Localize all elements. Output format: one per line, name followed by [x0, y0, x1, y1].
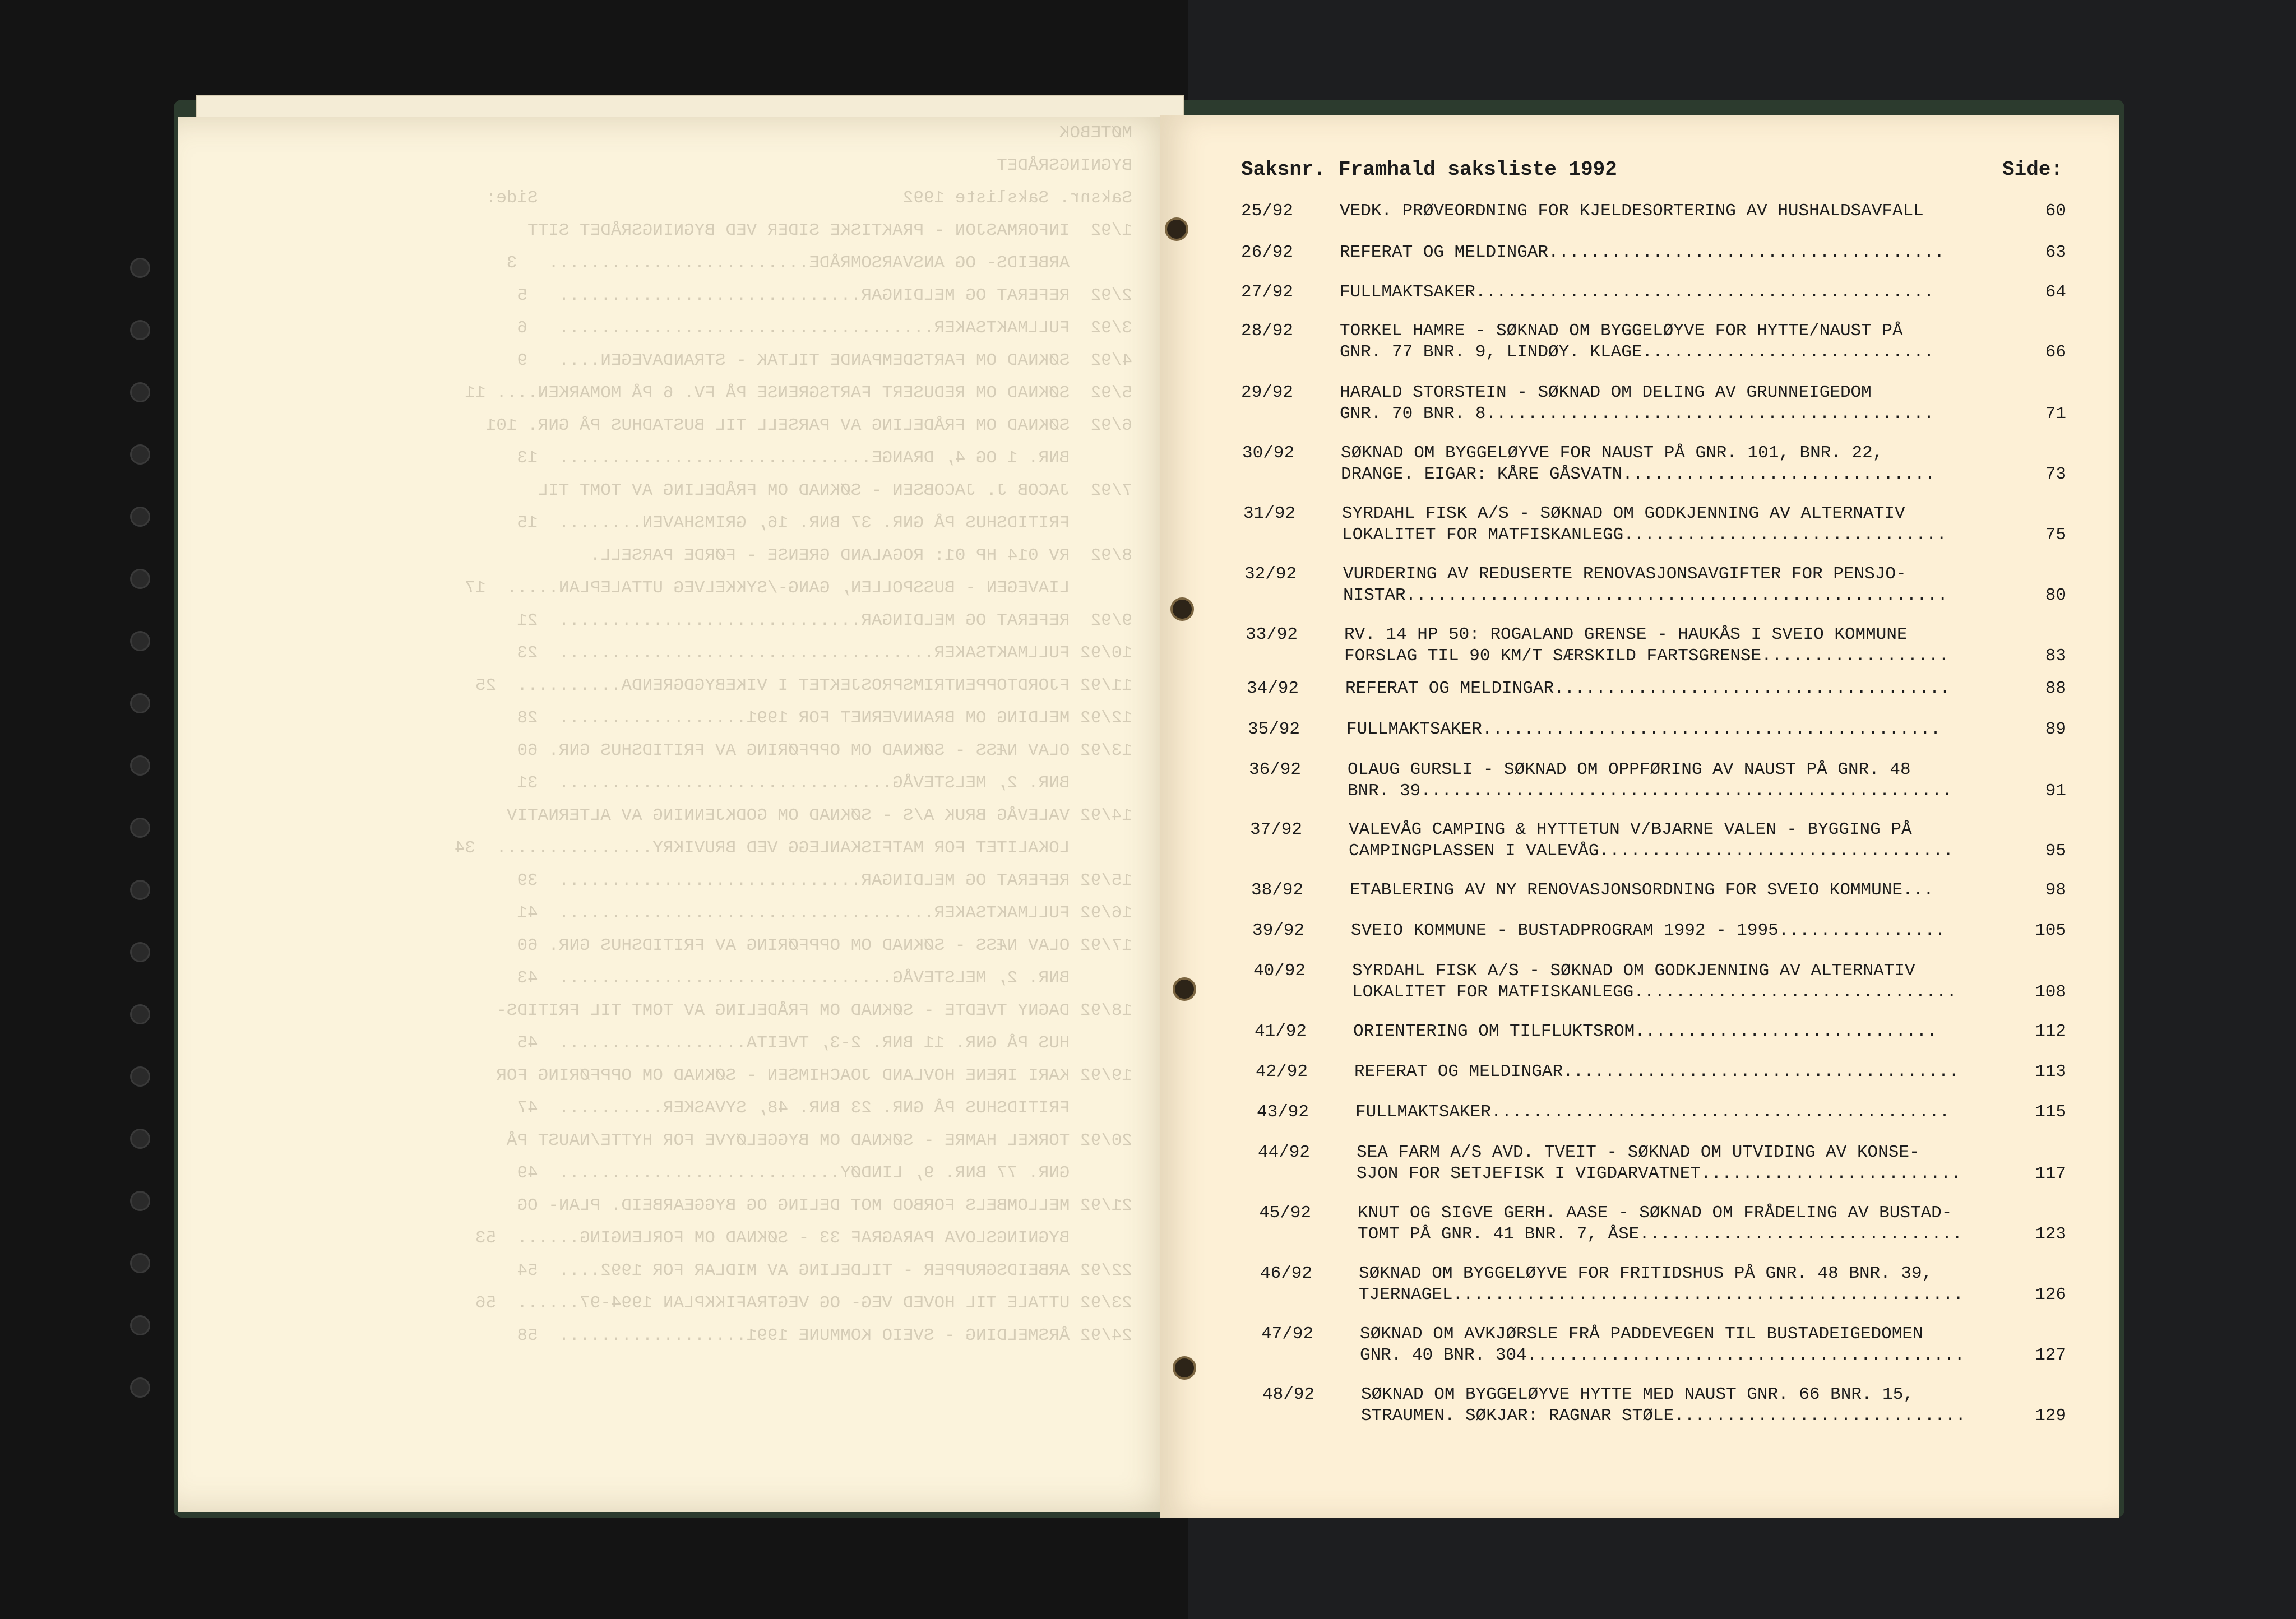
case-number: 35/92 — [1248, 720, 1300, 739]
page-number: 91 — [2045, 781, 2066, 801]
header-title: Framhald saksliste 1992 — [1339, 158, 1617, 181]
case-number: 40/92 — [1253, 961, 1306, 981]
case-number: 32/92 — [1244, 564, 1297, 584]
binder-ring — [130, 631, 150, 651]
bleed-through-line: 10/92 FULLMAKTSAKER.................................... 23 — [517, 643, 1132, 663]
binder-ring — [130, 444, 150, 465]
page-number: 89 — [2045, 720, 2066, 739]
page-number: 75 — [2045, 525, 2066, 545]
binder-ring — [130, 693, 150, 713]
case-title: HARALD STORSTEIN - SØKNAD OM DELING AV GRUNNEIGEDOM GNR. 70 BNR. 8........................................... — [1340, 383, 1934, 424]
bleed-through-line: FRITIDSHUS PÅ GNR. 23 BNR. 48, SYVASKER.......... 47 — [517, 1098, 1132, 1118]
case-title: ORIENTERING OM TILFLUKTSROM............................. — [1353, 1022, 1937, 1041]
bleed-through-line: 23/92 UTTALE TIL HOVED VEG- OG VEGTRAFIKKPLAN 1994-97...... 56 — [475, 1293, 1132, 1313]
bleed-through-line: 17/92 OLAV NÆSS - SØKNAD OM OPPFØRING AV FRITIDSHUS GNR. 60 — [517, 936, 1132, 955]
page-number: 83 — [2045, 646, 2066, 666]
case-title: SEA FARM A/S AVD. TVEIT - SØKNAD OM UTVIDING AV KONSE- SJON FOR SETJEFISK I VIGDARVATNET......................... — [1357, 1143, 1961, 1184]
bleed-through-line: 13/92 OLAV NÆSS - SØKNAD OM OPPFØRING AV FRITIDSHUS GNR. 60 — [517, 741, 1132, 760]
case-title: VEDK. PRØVEORDNING FOR KJELDESORTERING AV HUSHALDSAVFALL — [1340, 201, 1924, 221]
binder-ring — [130, 507, 150, 527]
header-side: Side: — [2002, 158, 2063, 181]
case-number: 31/92 — [1243, 504, 1296, 523]
bleed-through-line: 15/92 REFERAT OG MELDINGAR............................. 39 — [517, 871, 1132, 890]
bleed-through-line: 2/92 REFERAT OG MELDINGAR............................. 5 — [517, 286, 1132, 305]
page-number: 88 — [2045, 679, 2066, 698]
bleed-through-line: 4/92 SØKNAD OM FARTSDEMPANDE TILTAK - STRANDAVEGEN.... 9 — [517, 351, 1132, 370]
binder-ring — [130, 1377, 150, 1398]
bleed-through-line: 3/92 FULLMAKTSAKER.................................... 6 — [517, 318, 1132, 338]
page-number: 108 — [2035, 982, 2066, 1002]
case-title: FULLMAKTSAKER............................................ — [1355, 1102, 1950, 1122]
bleed-through-line: 12/92 MELDING OM BRANNVERNET FOR 1991.................. 28 — [517, 708, 1132, 728]
bleed-through-line: 22/92 ARBEIDSGRUPPER - TILDELING AV MIDLAR FOR 1992.... 54 — [517, 1261, 1132, 1281]
binder-ring — [130, 818, 150, 838]
page-number: 95 — [2045, 841, 2066, 861]
bleed-through-line: 21/92 MELLOMBELS FORBOD MOT DELING OG BYGGEARBEID. PLAN- OG — [517, 1196, 1132, 1216]
case-title: ETABLERING AV NY RENOVASJONSORDNING FOR SVEIO KOMMUNE... — [1350, 880, 1934, 900]
binder-ring — [130, 258, 150, 278]
page-number: 105 — [2035, 921, 2066, 940]
page-number: 60 — [2045, 201, 2066, 221]
page-number: 73 — [2045, 465, 2066, 484]
case-number: 44/92 — [1258, 1143, 1311, 1162]
binder-ring — [130, 320, 150, 340]
case-number: 37/92 — [1250, 820, 1303, 839]
bleed-through-line: HUS PÅ GNR. 11 BNR. 2-3, TVEITA.................. 45 — [517, 1033, 1132, 1053]
binder-ring — [130, 1129, 150, 1149]
binder-ring — [130, 755, 150, 776]
bleed-through-line: MØTEBOK — [1059, 123, 1132, 143]
case-title: KNUT OG SIGVE GERH. AASE - SØKNAD OM FRÅDELING AV BUSTAD- TOMT PÅ GNR. 41 BNR. 7, ÅSE............................... — [1358, 1203, 1962, 1244]
case-number: 45/92 — [1259, 1203, 1312, 1223]
bleed-through-line: 1/92 INFORMASJON - PRAKTISKE SIDER VED BYGNINGSRÅDET SITT — [527, 221, 1132, 240]
case-number: 33/92 — [1246, 625, 1298, 644]
case-number: 25/92 — [1241, 201, 1294, 221]
case-title: SVEIO KOMMUNE - BUSTADPROGRAM 1992 - 1995................ — [1351, 921, 1946, 940]
case-number: 47/92 — [1261, 1324, 1314, 1344]
case-number: 41/92 — [1255, 1022, 1307, 1041]
case-number: 27/92 — [1241, 282, 1294, 302]
bleed-through-line: 24/92 ÅRSMELDING - SVEIO KOMMUNE 1991.................. 58 — [517, 1326, 1132, 1346]
page-number: 127 — [2035, 1346, 2066, 1365]
case-title: SØKNAD OM BYGGELØYVE FOR NAUST PÅ GNR. 101, BNR. 22, DRANGE. EIGAR: KÅRE GÅSVATN.............................. — [1341, 443, 1936, 484]
bleed-through-line: BNR. 2, MELSTEVÅG................................ 31 — [517, 773, 1132, 793]
bleed-through-line: 11/92 FJORDTOPPENTRIMSPROSJEKTET I VIKEBYGDGRENDA.......... 25 — [475, 676, 1132, 695]
case-number: 39/92 — [1252, 921, 1305, 940]
bleed-through-line: Saksnr. Saksliste 1992 Side: — [485, 188, 1132, 208]
bleed-through-line: 6/92 SØKNAD OM FRÅDELING AV PARSELL TIL BUSTADHUS PÅ GNR. 101 — [485, 416, 1132, 435]
binder-ring — [130, 880, 150, 900]
case-number: 43/92 — [1257, 1102, 1309, 1122]
bleed-through-line: LOKALITET FOR MATFISKANLEGG VED BRUVIKRY............... 34 — [454, 838, 1132, 858]
bleed-through-line: BYGNINGSRÅDET — [997, 156, 1132, 175]
bleed-through-line: 5/92 SØKNAD OM REDUSERT FARTSGRENSE PÅ FV. 6 PÅ MOMARKEN.... 11 — [465, 383, 1132, 403]
binder-ring — [130, 1253, 150, 1273]
case-title: SØKNAD OM BYGGELØYVE HYTTE MED NAUST GNR. 66 BNR. 15, STRAUMEN. SØKJAR: RAGNAR STØLE............................ — [1361, 1385, 1966, 1426]
punch-hole — [1165, 217, 1188, 241]
page-number: 113 — [2035, 1062, 2066, 1082]
bleed-through-line: FRITIDSHUS PÅ GNR. 37 BNR. 16, GRIMSHAVEN........ 15 — [517, 513, 1132, 533]
bleed-through-line: LIAVEGEN - BUSSPOLLEN, GANG-/SYKKELVEG UTTALEPLAN..... 17 — [465, 578, 1132, 598]
bleed-through-line: BNR. 1 OG 4, DRANGE.............................. 13 — [517, 448, 1132, 468]
case-number: 42/92 — [1256, 1062, 1308, 1082]
case-title: FULLMAKTSAKER............................................ — [1340, 282, 1934, 302]
case-title: SYRDAHL FISK A/S - SØKNAD OM GODKJENNING AV ALTERNATIV LOKALITET FOR MATFISKANLEGG............................... — [1342, 504, 1947, 545]
case-number: 38/92 — [1251, 880, 1304, 900]
page-number: 123 — [2035, 1224, 2066, 1244]
case-number: 26/92 — [1241, 243, 1294, 262]
case-title: SØKNAD OM AVKJØRSLE FRÅ PADDEVEGEN TIL BUSTADEIGEDOMEN GNR. 40 BNR. 304.......................................... — [1360, 1324, 1965, 1365]
bleed-through-line: 7/92 JACOB J. JACOBSEN - SØKNAD OM FRÅDELING AV TOMT TIL — [538, 481, 1132, 500]
case-title: VURDERING AV REDUSERTE RENOVASJONSAVGIFTER FOR PENSJO- NISTAR.................................................... — [1343, 564, 1948, 605]
bleed-through-line: 20/92 TORKEL HAMRE - SØKNAD OM BYGGELØYVE FOR HYTTE/NAUST PÅ — [506, 1131, 1132, 1151]
bleed-through-line: BYGNINGSLOVA PARAGRAF 33 - SØKNAD OM FORLENGING...... 53 — [475, 1228, 1132, 1248]
case-number: 28/92 — [1241, 321, 1294, 341]
punch-hole — [1173, 1356, 1196, 1380]
case-title: OLAUG GURSLI - SØKNAD OM OPPFØRING AV NAUST PÅ GNR. 48 BNR. 39................................................... — [1348, 760, 1952, 801]
bleed-through-line: ARBEIDS- OG ANSVARSOMRÅDE......................... 3 — [506, 253, 1132, 273]
binder-ring — [130, 942, 150, 962]
punch-hole — [1170, 597, 1194, 621]
page-number: 117 — [2035, 1164, 2066, 1184]
bleed-through-line: 8/92 RV 014 HP 01: ROGALAND GRENSE - FØRDE PARSELL. — [590, 546, 1132, 565]
page-number: 63 — [2045, 243, 2066, 262]
page-number: 112 — [2035, 1022, 2066, 1041]
page-number: 66 — [2045, 342, 2066, 362]
case-title: FULLMAKTSAKER............................................ — [1346, 720, 1941, 739]
left-page-bleed-through-text — [235, 112, 1132, 1457]
binder-ring — [130, 569, 150, 589]
binder-ring — [130, 382, 150, 402]
bleed-through-line: GNR. 77 BNR. 9, LINDØY........................... 49 — [517, 1163, 1132, 1183]
page-number: 80 — [2045, 586, 2066, 605]
binder-ring — [130, 1066, 150, 1087]
page-number: 98 — [2045, 880, 2066, 900]
case-title: REFERAT OG MELDINGAR...................................... — [1354, 1062, 1959, 1082]
bleed-through-line: BNR. 2, MELSTEVÅG................................ 43 — [517, 968, 1132, 988]
case-title: REFERAT OG MELDINGAR...................................... — [1340, 243, 1945, 262]
bleed-through-line: 14/92 VALEVÅG BRUK A/S - SØKNAD OM GODKJENNING AV ALTERNATIV — [506, 806, 1132, 825]
case-number: 29/92 — [1241, 383, 1294, 402]
page-number: 71 — [2045, 404, 2066, 424]
case-title: SYRDAHL FISK A/S - SØKNAD OM GODKJENNING AV ALTERNATIV LOKALITET FOR MATFISKANLEGG............................... — [1352, 961, 1957, 1002]
bleed-through-line: 9/92 REFERAT OG MELDINGAR............................. 21 — [517, 611, 1132, 630]
case-number: 46/92 — [1260, 1264, 1313, 1283]
case-number: 48/92 — [1262, 1385, 1315, 1404]
header-saksnr: Saksnr. — [1241, 158, 1326, 181]
case-number: 30/92 — [1242, 443, 1295, 463]
binder-ring — [130, 1315, 150, 1335]
page-number: 126 — [2035, 1285, 2066, 1305]
page-number: 129 — [2035, 1406, 2066, 1426]
punch-hole — [1173, 977, 1196, 1001]
binder-ring — [130, 1191, 150, 1211]
page-number: 115 — [2035, 1102, 2066, 1122]
bleed-through-line: 19/92 KARI IRENE HOVLAND JOACHIMSEN - SØKNAD OM OPPFØRING FOR — [496, 1066, 1132, 1085]
case-number: 36/92 — [1249, 760, 1302, 780]
bleed-through-line: 18/92 DAGNY TVEDTE - SØKNAD OM FRÅDELING AV TOMT TIL FRITIDS- — [496, 1001, 1132, 1020]
case-title: SØKNAD OM BYGGELØYVE FOR FRITIDSHUS PÅ GNR. 48 BNR. 39, TJERNAGEL................................................. — [1359, 1264, 1964, 1305]
bleed-through-line: 16/92 FULLMAKTSAKER.................................... 41 — [517, 903, 1132, 923]
case-title: VALEVÅG CAMPING & HYTTETUN V/BJARNE VALEN - BYGGING PÅ CAMPINGPLASSEN I VALEVÅG.................................. — [1349, 820, 1954, 861]
case-number: 34/92 — [1247, 679, 1299, 698]
case-title: TORKEL HAMRE - SØKNAD OM BYGGELØYVE FOR HYTTE/NAUST PÅ GNR. 77 BNR. 9, LINDØY. KLAGE............................ — [1340, 321, 1934, 362]
page-number: 64 — [2045, 282, 2066, 302]
binder-ring — [130, 1004, 150, 1024]
case-title: REFERAT OG MELDINGAR...................................... — [1345, 679, 1950, 698]
case-title: RV. 14 HP 50: ROGALAND GRENSE - HAUKÅS I SVEIO KOMMUNE FORSLAG TIL 90 KM/T SÆRSKILD FARTSGRENSE.................. — [1344, 625, 1949, 666]
